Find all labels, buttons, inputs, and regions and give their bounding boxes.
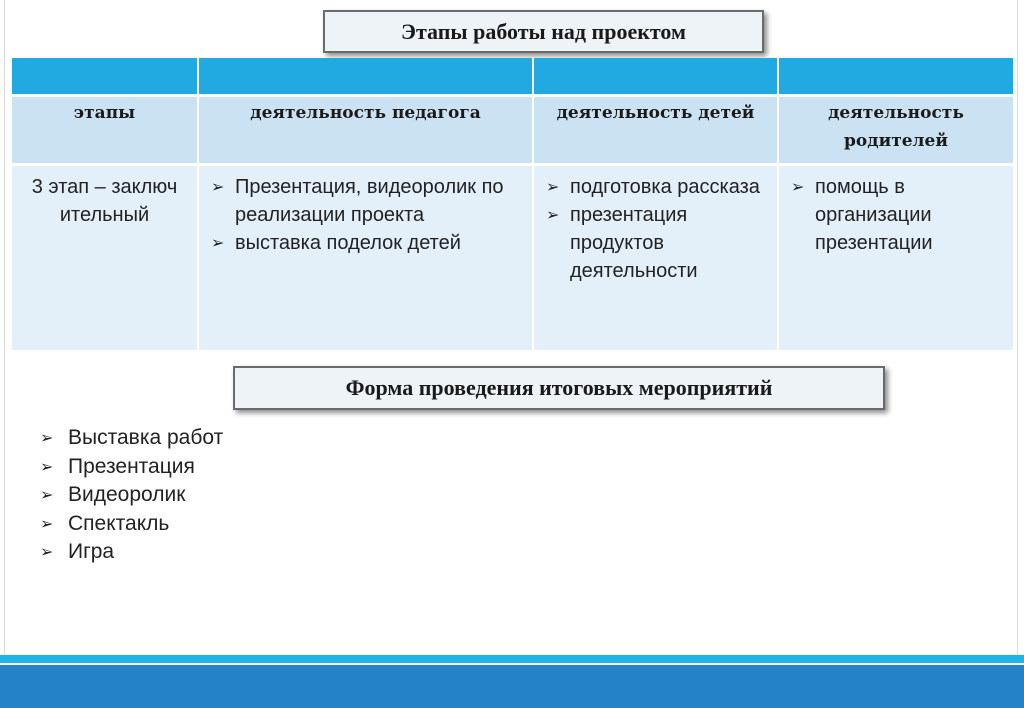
list-item [40,481,223,510]
arrow-bullet-icon: ➢ [40,428,54,447]
final-forms-list [40,424,223,567]
arrow-bullet-icon: ➢ [40,456,54,476]
list-item [791,173,1007,257]
arrow-bullet-icon: ➢ [40,513,54,533]
footer-accent-line [0,655,1024,663]
arrow-bullet-icon: ➢ [40,485,54,504]
list-item-text: Выставка работ [68,426,224,449]
page-title: Этапы работы над проектом [323,10,764,53]
parents-cell [778,165,1013,351]
stage-text: 3 этап – заключительный [31,176,178,226]
arrow-bullet-icon: ➢ [546,177,560,196]
header-children: деятельность детей [533,96,778,165]
final-forms-heading: Форма проведения итоговых мероприятий [233,366,885,410]
project-stages-table [12,58,1013,350]
arrow-bullet-icon: ➢ [40,542,54,561]
list-item-text: Презентация, видеоролик по реализации проекта [235,176,504,226]
arrow-bullet-icon: ➢ [211,177,225,196]
table-row [12,165,1013,351]
list-item [40,510,223,539]
list-item [546,201,771,285]
top-cell [533,58,778,96]
arrow-bullet-icon: ➢ [791,177,805,196]
list-item-text: Презентация [68,454,195,478]
children-cell [533,165,778,351]
list-item [40,424,223,453]
list-item-text: подготовка рассказа [570,176,760,198]
list-item [546,173,771,201]
table-top-row [12,58,1013,96]
stage-cell [12,165,198,351]
frame-right-line [1017,0,1018,655]
teacher-cell [198,165,533,351]
top-cell [778,58,1013,96]
list-item-text: Видеоролик [68,483,186,506]
header-parents: деятельность родителей [778,96,1013,165]
table-header-row [12,96,1013,165]
list-item-text: презентация продуктов деятельности [570,204,698,282]
list-item [40,538,223,567]
list-item-text: помощь в организации презентации [815,176,933,254]
arrow-bullet-icon: ➢ [211,233,225,252]
list-item [211,173,526,229]
list-item-text: выставка поделок детей [235,232,461,254]
header-stages: этапы [12,96,198,165]
teacher-list [199,173,532,257]
children-list [534,173,777,285]
arrow-bullet-icon: ➢ [546,205,560,224]
list-item [211,229,526,257]
frame-left-line [4,0,5,655]
list-item-text: Спектакль [68,511,170,535]
list-item-text: Игра [68,540,115,563]
list-item [40,453,223,482]
footer-bar [0,665,1024,708]
top-cell [198,58,533,96]
top-cell [12,58,198,96]
header-teacher: деятельность педагога [198,96,533,165]
parents-list [779,173,1013,257]
